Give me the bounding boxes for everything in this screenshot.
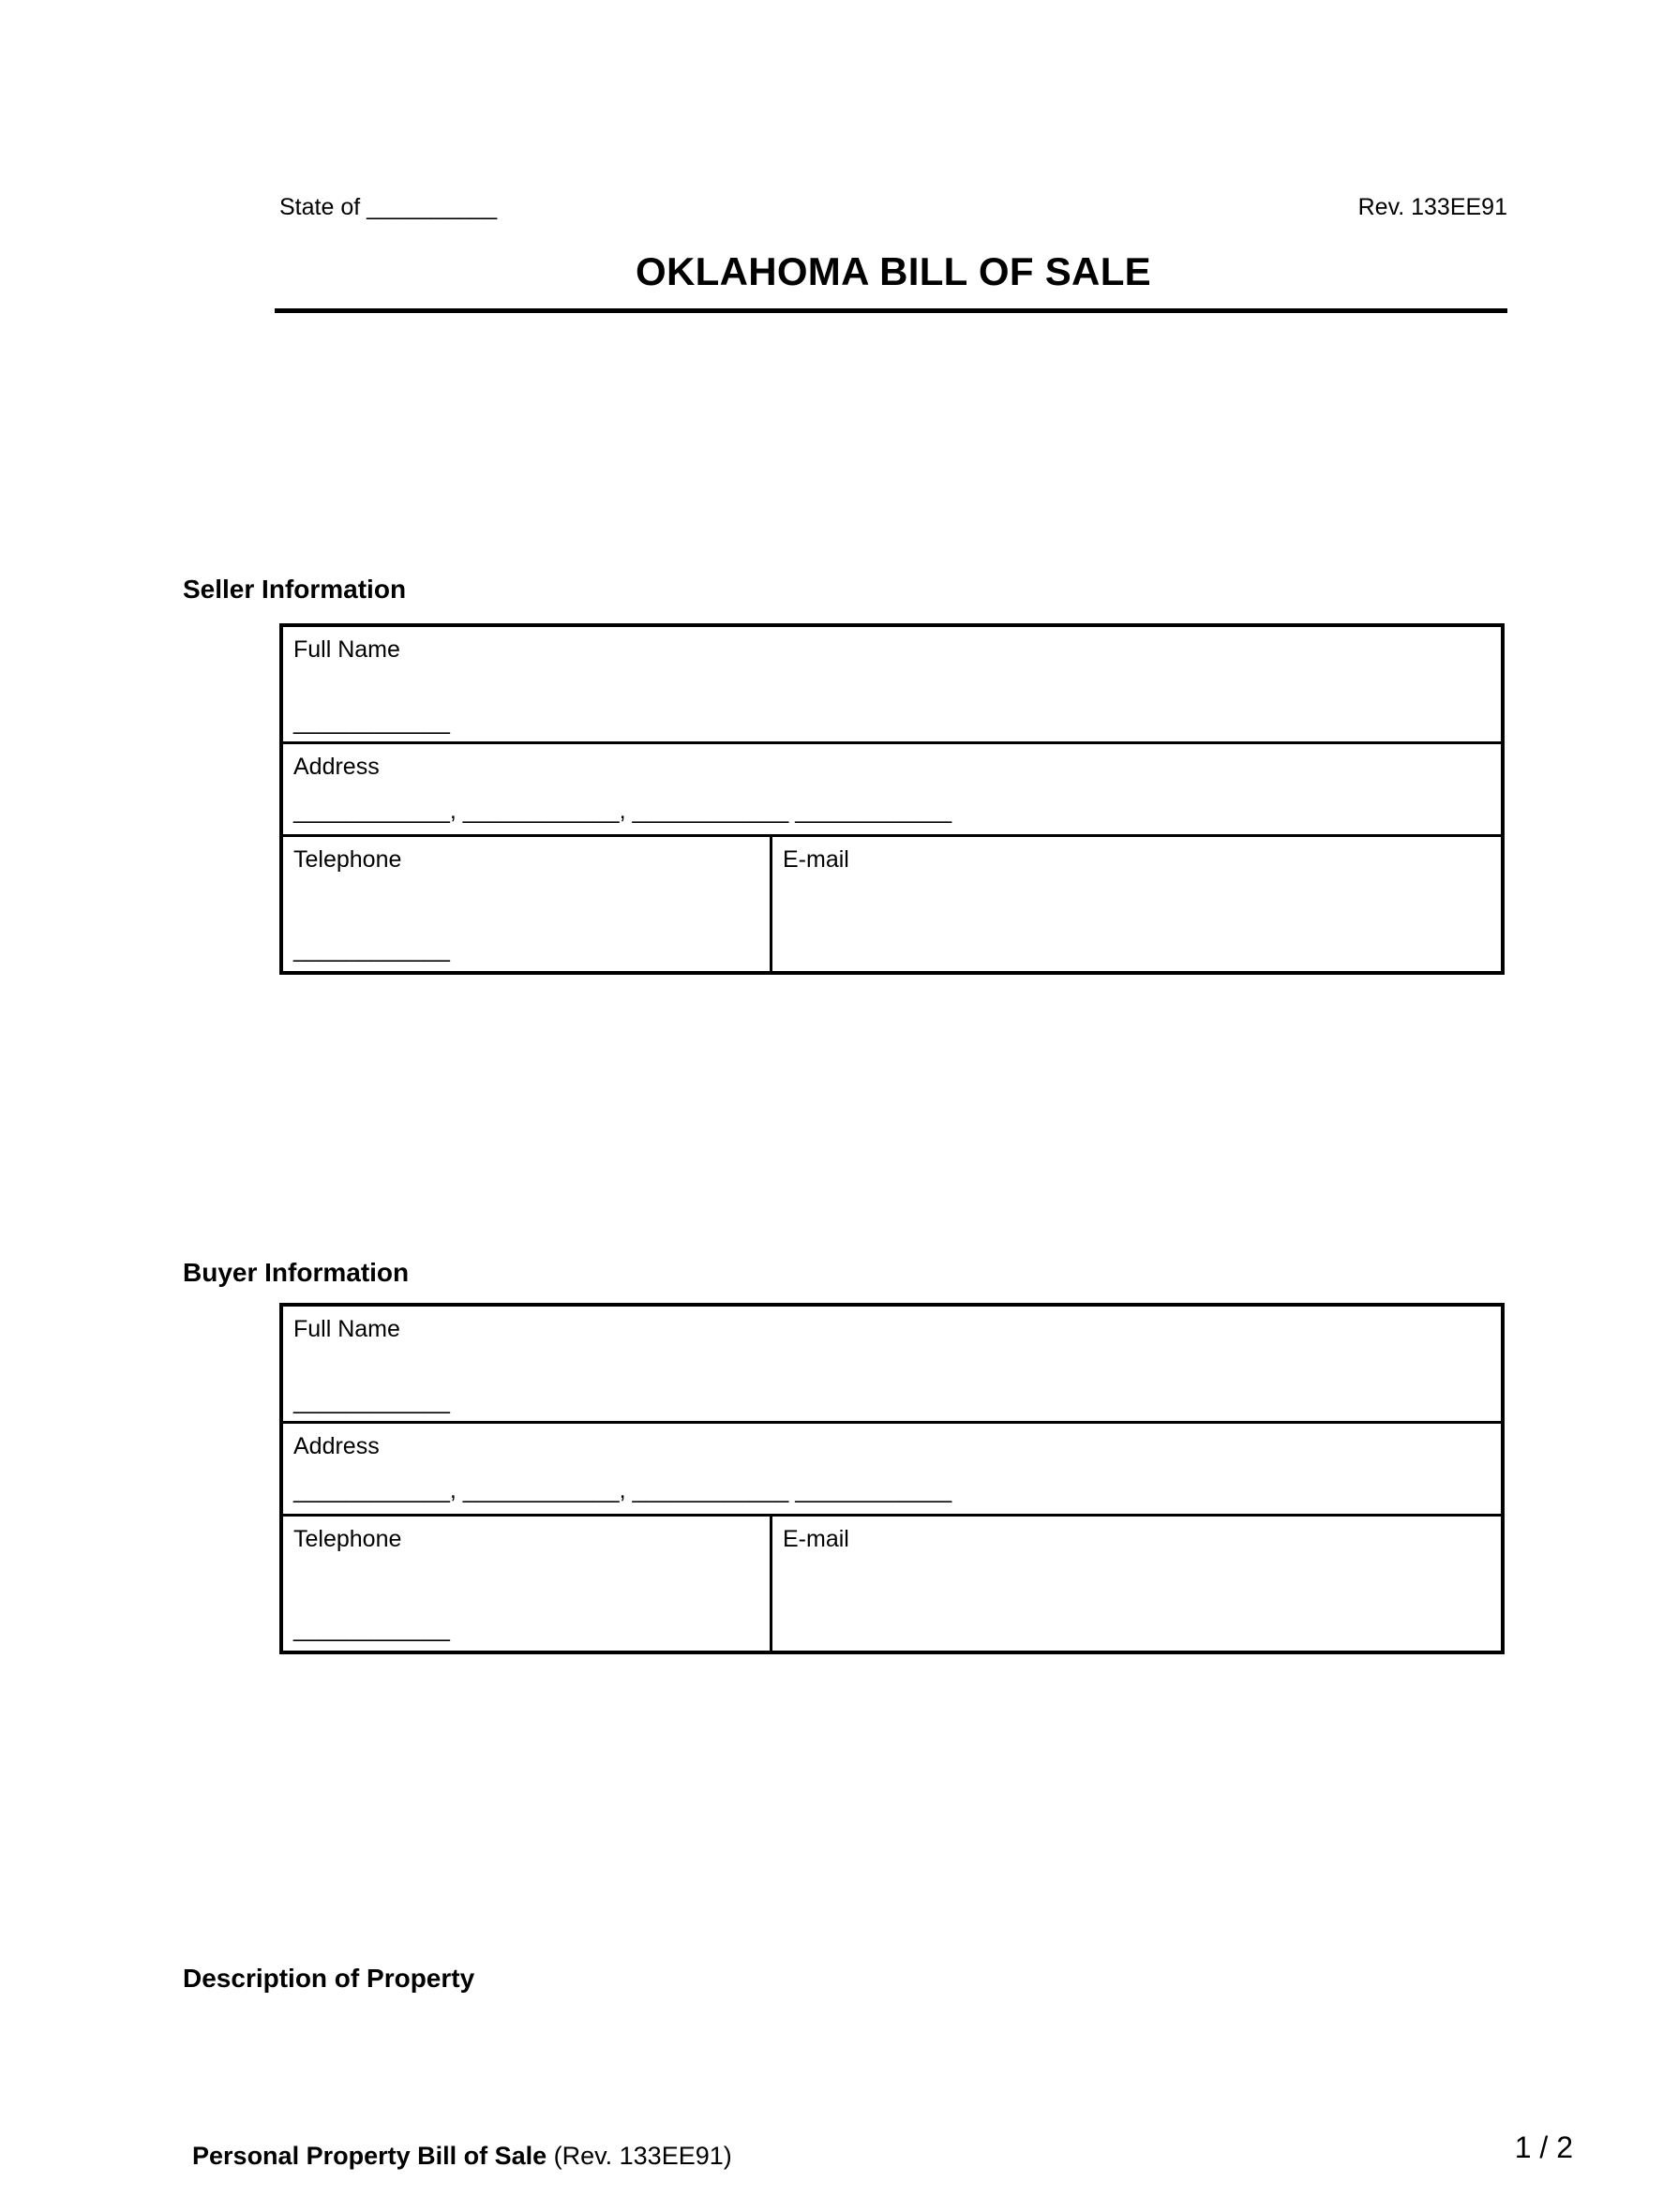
full-name-label: Full Name	[293, 1316, 400, 1342]
title-divider	[275, 308, 1507, 313]
buyer-information-table	[279, 1303, 1505, 1654]
description-of-property-heading: Description of Property	[183, 1964, 475, 1993]
table-row	[283, 627, 1501, 741]
buyer-telephone-input[interactable]: ____________	[293, 1616, 450, 1642]
table-row	[283, 741, 1501, 837]
seller-telephone-input[interactable]: ____________	[293, 936, 450, 963]
document-header	[279, 193, 1507, 221]
seller-address-input[interactable]: ____________, ____________, ____________ ____________	[293, 798, 952, 824]
buyer-telephone-cell[interactable]	[283, 1517, 772, 1651]
seller-information-table	[279, 623, 1505, 975]
email-label: E-mail	[783, 846, 849, 873]
telephone-label: Telephone	[293, 846, 402, 873]
email-label: E-mail	[783, 1526, 849, 1552]
footer-title: Personal Property Bill of Sale	[192, 2142, 547, 2170]
page-title: OKLAHOMA BILL OF SALE	[636, 249, 1151, 293]
seller-telephone-cell[interactable]	[283, 837, 772, 971]
page-number: 1 / 2	[1514, 2130, 1573, 2164]
buyer-email-cell[interactable]	[772, 1517, 1501, 1651]
full-name-label: Full Name	[293, 636, 400, 663]
table-row	[283, 837, 1501, 971]
buyer-information-heading: Buyer Information	[183, 1258, 410, 1287]
buyer-full-name-cell[interactable]	[283, 1307, 1501, 1421]
buyer-full-name-input[interactable]: ____________	[293, 1388, 450, 1414]
address-label: Address	[293, 1433, 380, 1459]
seller-email-cell[interactable]	[772, 837, 1501, 971]
buyer-address-input[interactable]: ____________, ____________, ____________ ____________	[293, 1477, 952, 1503]
table-row	[283, 1421, 1501, 1517]
address-label: Address	[293, 754, 380, 780]
footer-revision: (Rev. 133EE91)	[547, 2142, 732, 2170]
revision-code: Rev. 133EE91	[1357, 194, 1507, 220]
buyer-address-cell[interactable]	[283, 1424, 1501, 1514]
telephone-label: Telephone	[293, 1526, 402, 1552]
document-footer	[164, 2110, 732, 2203]
table-row	[283, 1517, 1501, 1651]
seller-full-name-cell[interactable]	[283, 627, 1501, 741]
seller-full-name-input[interactable]: ____________	[293, 709, 450, 735]
table-row	[283, 1307, 1501, 1421]
seller-information-heading: Seller Information	[183, 575, 407, 604]
state-of-field[interactable]: State of __________	[279, 194, 498, 220]
seller-address-cell[interactable]	[283, 744, 1501, 834]
